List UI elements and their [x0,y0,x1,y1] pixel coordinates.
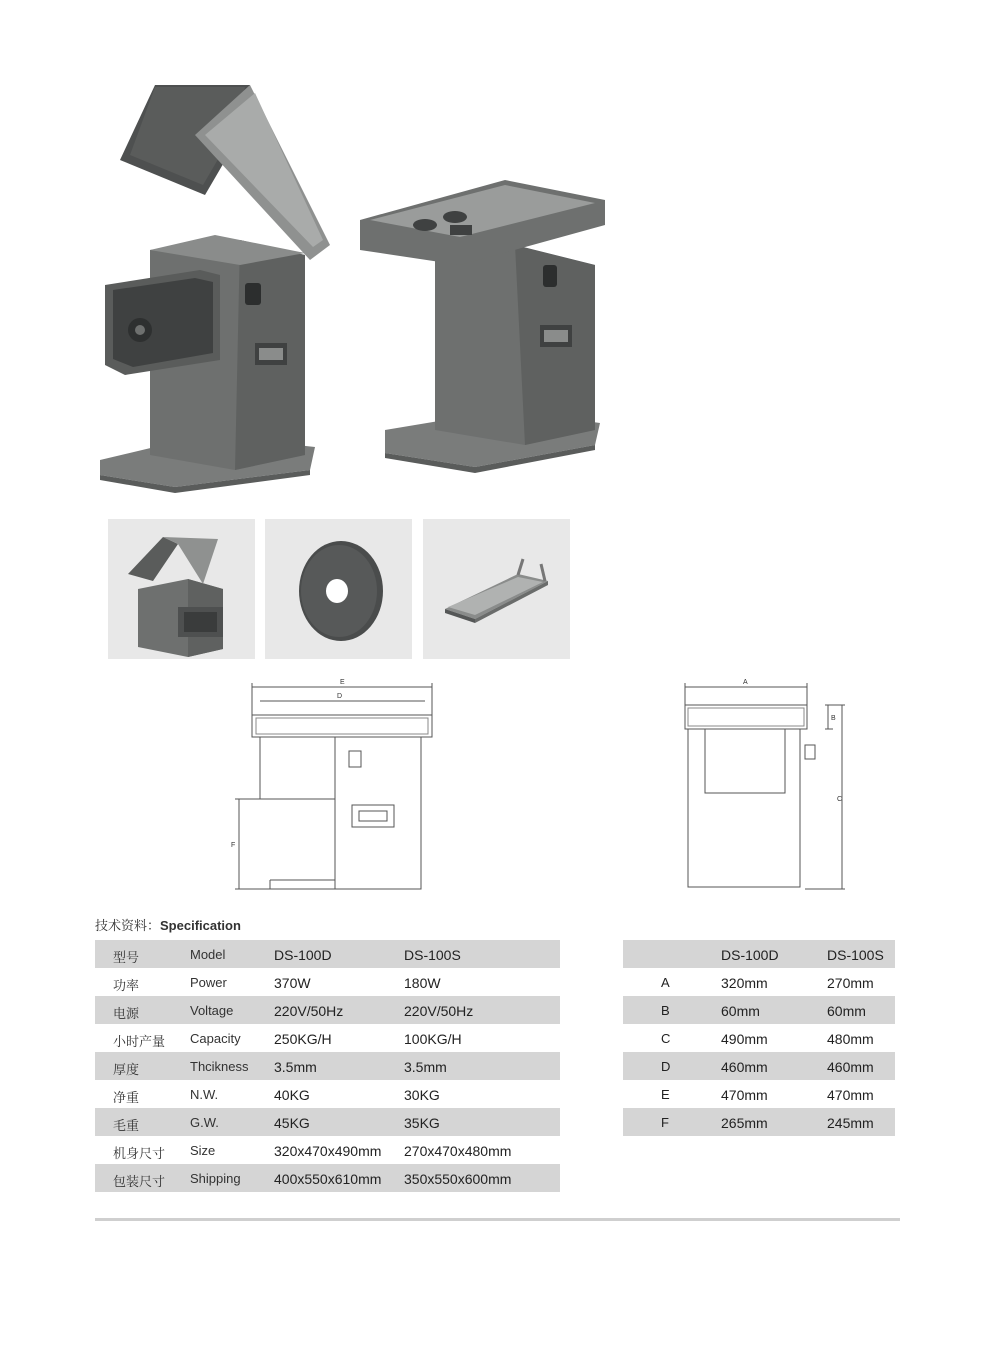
spec-row-power [95,968,560,996]
spec-cell-en: Size [190,1143,216,1158]
open-lid-machine-icon [108,519,255,659]
dim-cell-key: B [661,1003,670,1018]
dim-cell-ds100d: 60mm [721,1003,760,1019]
dim-cell-key: A [661,975,670,990]
dim-cell-ds100s: 470mm [827,1087,874,1103]
spec-row-net-weight [95,1080,560,1108]
spec-cell-ds100s: 100KG/H [404,1031,462,1047]
dim-cell-ds100d: 265mm [721,1115,768,1131]
spec-cell-ds100s: DS-100S [404,947,461,963]
spec-cell-cn: 电源 [113,1007,140,1022]
dim-label-b: B [831,715,836,722]
dim-cell-ds100s: DS-100S [827,947,884,963]
spec-cell-ds100d: 45KG [274,1115,310,1131]
dim-label-e: E [340,679,345,686]
front-dimension-drawing [225,675,450,900]
spec-cell-ds100d: 320x470x490mm [274,1143,382,1159]
spec-row-gross-weight [95,1108,560,1136]
spec-cell-cn: 毛重 [113,1119,140,1134]
spec-cell-cn: 功率 [113,979,140,994]
grate-tray-icon [423,519,570,659]
dim-cell-ds100s: 60mm [827,1003,866,1019]
spec-cell-en: Capacity [190,1031,241,1046]
spec-cell-ds100s: 3.5mm [404,1059,447,1075]
spec-cell-cn: 包装尺寸 [113,1175,166,1190]
dim-row-c [623,1024,895,1052]
spec-cell-en: Thcikness [190,1059,249,1074]
thumb-blade-disc [265,519,412,659]
thumb-grate-tray [423,519,570,659]
dim-cell-key: F [661,1115,669,1130]
spec-cell-en: G.W. [190,1115,219,1130]
dim-row-e [623,1080,895,1108]
spec-cell-en: Power [190,975,227,990]
spec-cell-en: N.W. [190,1087,219,1102]
spec-table [95,940,560,1192]
dim-cell-ds100d: 470mm [721,1087,768,1103]
dim-row-d [623,1052,895,1080]
spec-cell-en: Voltage [190,1003,234,1018]
spec-cell-cn: 净重 [113,1091,140,1106]
dim-cell-ds100s: 480mm [827,1031,874,1047]
spec-row-thickness [95,1052,560,1080]
spec-cell-ds100d: 250KG/H [274,1031,332,1047]
dim-cell-ds100d: 490mm [721,1031,768,1047]
spec-cell-ds100s: 180W [404,975,441,991]
dimension-table [623,940,895,1136]
dim-cell-ds100s: 460mm [827,1059,874,1075]
spec-cell-ds100s: 35KG [404,1115,440,1131]
spec-heading [95,915,241,934]
spec-cell-ds100s: 30KG [404,1087,440,1103]
dim-cell-key: E [661,1087,670,1102]
dim-cell-key: D [661,1059,671,1074]
spec-cell-ds100s: 220V/50Hz [404,1003,474,1019]
machine-ds100d-render [95,75,345,495]
dim-label-f: F [231,842,236,849]
dim-label-a: A [743,679,748,686]
dim-cell-ds100s: 270mm [827,975,874,991]
spec-cell-cn: 机身尺寸 [113,1147,166,1162]
spec-cell-cn: 厚度 [113,1063,140,1078]
spec-heading-en: Specification [160,918,241,933]
spec-cell-ds100d: 40KG [274,1087,310,1103]
spec-cell-cn: 小时产量 [113,1035,166,1050]
spec-cell-ds100d: DS-100D [274,947,332,963]
spec-row-shipping [95,1164,560,1192]
dim-cell-ds100d: 320mm [721,975,768,991]
spec-cell-en: Model [190,947,226,962]
dim-row-a [623,968,895,996]
spec-row-size [95,1136,560,1164]
spec-cell-ds100d: 400x550x610mm [274,1171,382,1187]
side-dimension-drawing [665,675,855,900]
blade-disc-icon [265,519,412,659]
dim-cell-key: C [661,1031,671,1046]
dim-row-b [623,996,895,1024]
spec-cell-ds100s: 350x550x600mm [404,1171,512,1187]
dim-header-row [623,940,895,968]
machine-ds100s-render [355,175,615,475]
spec-heading-cn: 技术资料： [95,919,161,934]
dim-label-d: D [337,693,343,700]
spec-row-capacity [95,1024,560,1052]
dim-cell-ds100d: 460mm [721,1059,768,1075]
dim-cell-ds100d: DS-100D [721,947,779,963]
footer-divider [95,1218,900,1221]
dim-row-f [623,1108,895,1136]
spec-cell-ds100d: 370W [274,975,311,991]
spec-header-row [95,940,560,968]
spec-cell-ds100d: 3.5mm [274,1059,317,1075]
spec-row-voltage [95,996,560,1024]
spec-cell-en: Shipping [190,1171,241,1186]
dim-cell-ds100s: 245mm [827,1115,874,1131]
spec-cell-ds100s: 270x470x480mm [404,1143,512,1159]
spec-cell-ds100d: 220V/50Hz [274,1003,344,1019]
dim-label-c: C [837,796,843,803]
spec-cell-cn: 型号 [113,951,140,966]
thumb-open-lid [108,519,255,659]
